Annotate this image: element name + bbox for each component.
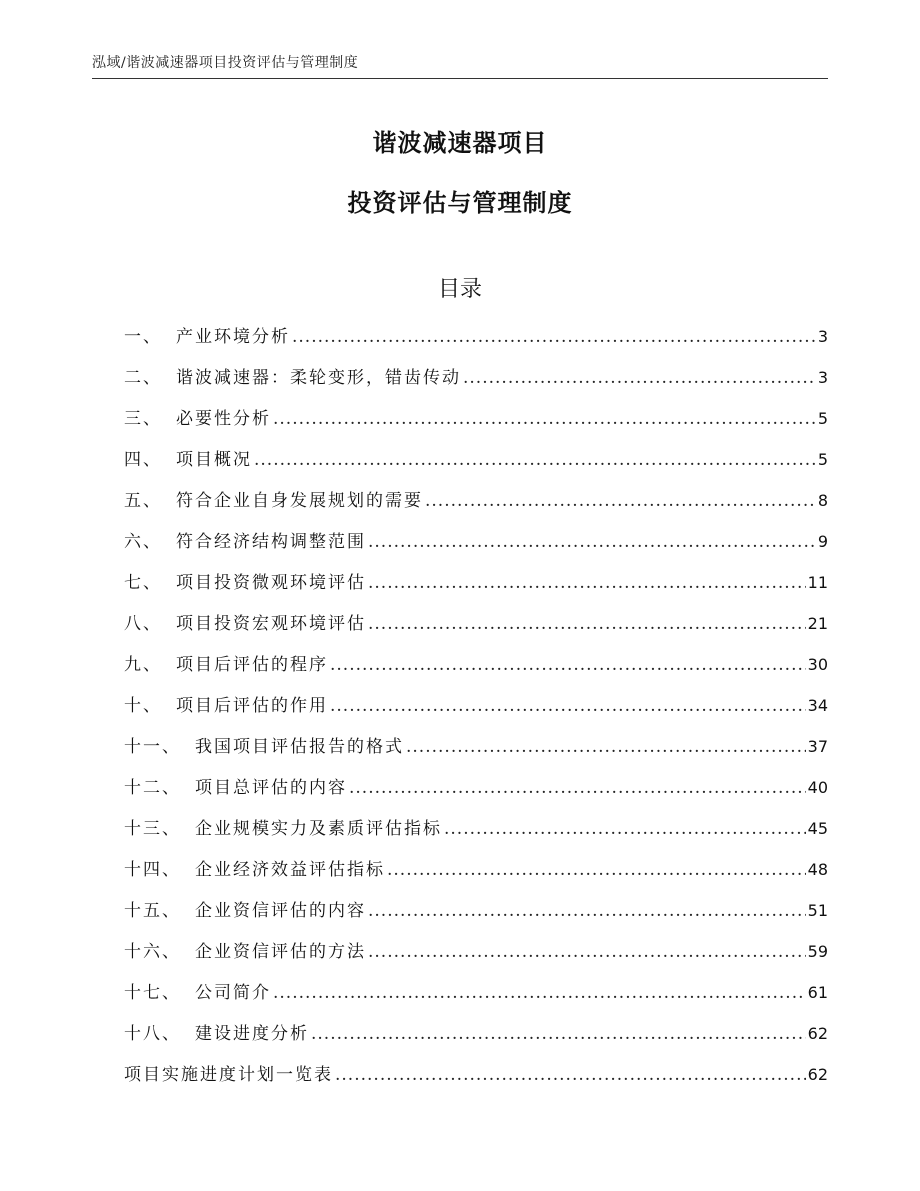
toc-entry-text [124,732,406,762]
toc-dot-leader [387,855,806,885]
toc-page-number: 3 [817,327,828,346]
toc-entry-text [124,363,463,393]
toc-entry-number: 九、 [124,655,162,675]
toc-entry-label: 符合企业自身发展规划的需要 [176,491,423,511]
toc-entry[interactable] [124,568,828,609]
toc-entry-label: 公司简介 [195,983,271,1003]
toc-entry-text [124,773,349,803]
toc-page-number: 40 [807,778,828,797]
toc-page-number: 8 [817,491,828,510]
toc-entry-label: 我国项目评估报告的格式 [195,737,404,757]
toc-dot-leader [368,896,806,926]
toc-entry[interactable] [124,1060,828,1101]
toc-entry-number: 七、 [124,573,162,593]
toc-entry-label: 项目后评估的作用 [176,696,328,716]
toc-entry[interactable] [124,445,828,486]
toc-dot-leader [406,732,806,762]
toc-entry-text [124,650,330,680]
toc-dot-leader [311,1019,806,1049]
toc-entry[interactable] [124,1019,828,1060]
toc-dot-leader [463,363,816,393]
toc-page-number: 30 [807,655,828,674]
toc-entry[interactable] [124,978,828,1019]
toc-page-number: 51 [807,901,828,920]
toc-dot-leader [330,691,806,721]
toc-entry[interactable] [124,609,828,650]
toc-entry-text [124,896,368,926]
toc-entry[interactable] [124,404,828,445]
toc-page-number: 5 [817,450,828,469]
toc-heading: 目录 [437,277,482,302]
toc-entry-number: 五、 [124,491,162,511]
toc-dot-leader [273,978,806,1008]
toc-page-number: 48 [807,860,828,879]
toc-dot-leader [330,650,806,680]
toc-page-number: 45 [807,819,828,838]
toc-entry-number: 二、 [124,368,162,388]
toc-entry-text [124,527,368,557]
toc-entry-number: 八、 [124,614,162,634]
toc-dot-leader [368,527,816,557]
toc-entry[interactable] [124,322,828,363]
toc-entry-number: 十五、 [124,901,181,921]
toc-entry-text [124,691,330,721]
toc-entry-text [124,609,368,639]
toc-dot-leader [368,609,806,639]
toc-entry[interactable] [124,363,828,404]
toc-entry-text [124,814,444,844]
toc-entry-number: 十六、 [124,942,181,962]
toc-page-number: 61 [807,983,828,1002]
toc-entry-number: 十三、 [124,819,181,839]
toc-entry[interactable] [124,732,828,773]
toc-entry-label: 项目投资微观环境评估 [176,573,366,593]
toc-entry[interactable] [124,527,828,568]
document-title-line1: 谐波减速器项目 [372,129,548,157]
toc-entry-text [124,937,368,967]
toc-entry-label: 项目总评估的内容 [195,778,347,798]
toc-page-number: 62 [807,1065,828,1084]
toc-entry-number: 四、 [124,450,162,470]
toc-entry-text [124,445,254,475]
toc-page-number: 21 [807,614,828,633]
toc-entry[interactable] [124,855,828,896]
toc-entry-label: 谐波减速器：柔轮变形，错齿传动 [176,368,461,388]
toc-page-number: 9 [817,532,828,551]
toc-entry-label: 项目概况 [176,450,252,470]
toc-dot-leader [349,773,806,803]
toc-entry-number: 十一、 [124,737,181,757]
toc-entry-label: 符合经济结构调整范围 [176,532,366,552]
toc-entry-text [124,855,387,885]
toc-entry-label: 企业资信评估的内容 [195,901,366,921]
toc-dot-leader [444,814,806,844]
toc-entry-text [124,322,292,352]
toc-entry-label: 必要性分析 [176,409,271,429]
toc-entry-text [124,486,425,516]
toc-entry-label: 项目后评估的程序 [176,655,328,675]
toc-dot-leader [335,1060,806,1090]
toc-entry[interactable] [124,691,828,732]
toc-entry-number: 十、 [124,696,162,716]
toc-entry-text [124,1019,311,1049]
toc-dot-leader [368,568,806,598]
toc-dot-leader [368,937,806,967]
toc-page-number: 59 [807,942,828,961]
toc-page-number: 11 [807,573,828,592]
toc-entry[interactable] [124,650,828,691]
toc-page-number: 3 [817,368,828,387]
toc-entry-label: 产业环境分析 [176,327,290,347]
toc-entry-text [124,978,273,1008]
document-title-line2: 投资评估与管理制度 [347,189,573,217]
toc-page-number: 62 [807,1024,828,1043]
toc-entry-label: 项目实施进度计划一览表 [124,1065,333,1085]
toc-entry-label: 项目投资宏观环境评估 [176,614,366,634]
header-rule [92,78,828,79]
toc-entry-number: 一、 [124,327,162,347]
toc-entry-text [124,404,273,434]
toc-dot-leader [425,486,816,516]
toc-entry-number: 十七、 [124,983,181,1003]
toc-entry[interactable] [124,937,828,978]
toc-page-number: 5 [817,409,828,428]
running-header: 泓域/谐波减速器项目投资评估与管理制度 [92,55,359,71]
toc-entry-number: 六、 [124,532,162,552]
toc-entry-label: 建设进度分析 [195,1024,309,1044]
toc-entry-number: 十四、 [124,860,181,880]
toc-page-number: 37 [807,737,828,756]
toc-entry[interactable] [124,896,828,937]
toc-entry[interactable] [124,814,828,855]
toc-entry-label: 企业资信评估的方法 [195,942,366,962]
toc-dot-leader [292,322,816,352]
toc-entry-number: 十八、 [124,1024,181,1044]
toc-entry-label: 企业经济效益评估指标 [195,860,385,880]
toc-dot-leader [254,445,816,475]
toc-entry-number: 十二、 [124,778,181,798]
toc-entry-label: 企业规模实力及素质评估指标 [195,819,442,839]
toc-entry[interactable] [124,773,828,814]
toc-entry-number: 三、 [124,409,162,429]
toc-entry-text [124,568,368,598]
table-of-contents [124,322,828,1101]
toc-page-number: 34 [807,696,828,715]
toc-entry[interactable] [124,486,828,527]
toc-entry-text [124,1060,335,1090]
toc-dot-leader [273,404,816,434]
